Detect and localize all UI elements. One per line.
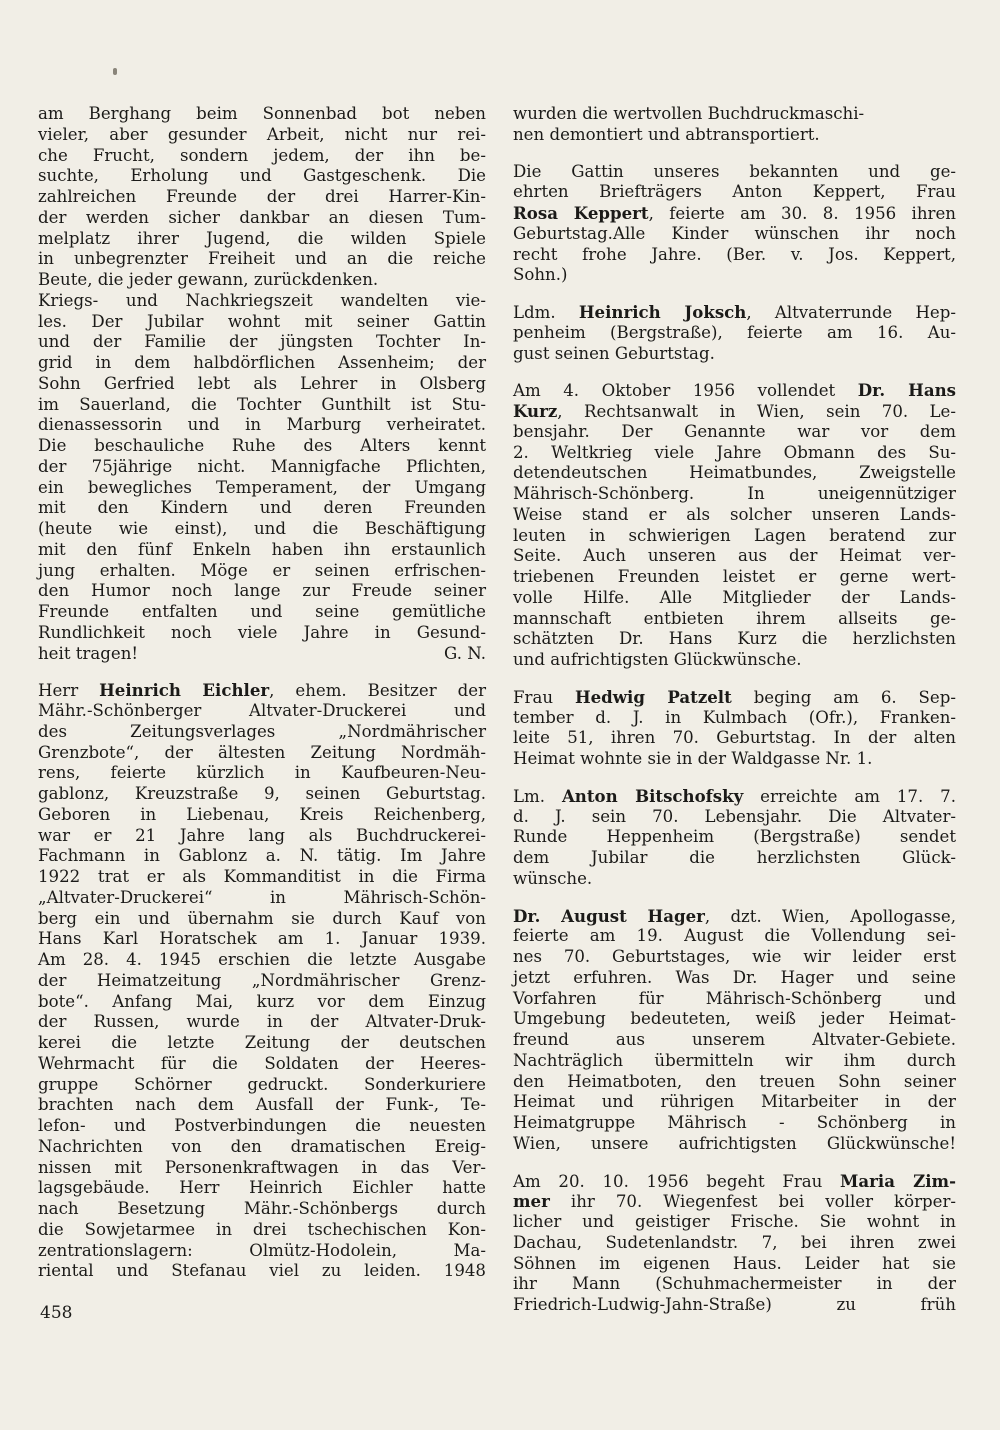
text-line [513,687,956,708]
text-run: Heimat und rührigen Mitarbeiter in der [513,1092,956,1112]
text-line [513,422,956,443]
text-line [38,805,486,826]
right-paragraph [513,786,956,890]
text-line [38,888,486,909]
text-run: Kriegs- und Nachkriegszeit wandelten vie- [38,290,486,310]
text-line [513,203,956,224]
text-line [513,1171,956,1192]
text-line [513,989,956,1010]
text-line [513,1295,956,1316]
text-run: zentrationslagern: Olmütz-Hodolein, Ma- [38,1240,486,1260]
bold-name: Rosa Keppert [513,203,649,223]
text-line [38,1095,486,1116]
text-run: leite 51, ihren 70. Geburtstag. In der alten [513,728,956,748]
right-column [513,104,956,1332]
text-run: 1922 trat er als Kommanditist in die Firma [38,867,486,886]
text-line [38,353,486,374]
text-line [38,846,486,867]
text-run: mannschaft entbieten ihrem allseits ge- [513,608,956,628]
text-run: Sohn.) [513,265,568,285]
text-run: Heimat wohnte sie in der Waldgasse Nr. 1. [513,749,873,768]
text-line [513,125,956,146]
text-run: penheim (Bergstraße), feierte am 16. Au- [513,322,956,342]
text-run: schätzten Dr. Hans Kurz die herzlichsten [513,629,956,649]
text-line [38,561,486,582]
text-run: Heimatgruppe Mährisch - Schönberg in [513,1113,956,1132]
text-run: Die beschauliche Ruhe des Alters kennt [38,436,486,455]
text-line [513,588,956,609]
right-paragraph [513,1171,956,1316]
text-run: , feierte am 30. 8. 1956 ihren [648,204,956,223]
text-line [38,602,486,623]
text-line [513,1051,956,1072]
text-line [513,1009,956,1030]
text-line [38,743,486,764]
text-line [513,906,956,927]
text-run: volle Hilfe. Alle Mitglieder der Lands- [513,587,956,607]
text-line [38,166,486,187]
text-line [38,436,486,457]
text-line [513,926,956,947]
text-run: Herr [38,681,100,701]
text-run: riental und Stefanau viel zu leiden. 1948 [38,1261,486,1281]
text-run: nes 70. Geburtstages, wie wir leider erst [513,947,956,966]
text-run: Umgebung bedeuteten, weiß jeder Heimat- [513,1009,956,1029]
text-line [38,929,486,950]
text-line [513,182,956,203]
text-run: Rundlichkeit noch viele Jahre in Gesund- [38,622,486,642]
text-line [38,519,486,540]
print-speck [113,68,117,75]
author-signature: G. N. [444,643,486,663]
text-line [513,728,956,749]
text-run: Söhnen im eigenen Haus. Leider hat sie [513,1253,956,1273]
text-line [513,827,956,848]
text-line [38,540,486,561]
text-run: Wehrmacht für die Soldaten der Heeres- [38,1053,486,1073]
text-run: , dzt. Wien, Apollogasse, [704,906,956,926]
text-run: heit tragen! [38,643,139,663]
text-run: berg ein und übernahm sie durch Kauf von [38,908,486,928]
text-run: kerei die letzte Zeitung der deutschen [38,1033,486,1052]
text-line [38,187,486,208]
text-run: brachten nach dem Ausfall der Funk-, Te- [38,1095,486,1115]
text-run: der Heimatzeitung „Nordmährischer Grenz- [38,970,486,990]
text-run: Beute, die jeder gewann, zurückdenken. [38,270,379,289]
text-run: Vorfahren für Mährisch-Schönberg und [513,988,956,1008]
text-run: bote“. Anfang Mai, kurz vor dem Einzug [38,991,486,1011]
text-line [38,909,486,930]
bold-name: Anton Bitschofsky [561,785,744,806]
text-line [38,208,486,229]
text-run: der Russen, wurde in der Altvater-Druk- [38,1012,486,1032]
text-run: mit den Kindern und deren Freunden [38,498,486,518]
text-run: Am 4. Oktober 1956 vollendet [513,381,858,401]
text-line [38,1220,486,1241]
text-line [38,395,486,416]
right-paragraph [513,687,956,770]
text-run: ihr Mann (Schuhmachermeister in der [513,1274,956,1294]
text-run: „Altvater-Druckerei“ in Mährisch-Schön- [38,887,486,907]
text-line [513,1191,956,1212]
text-run: ein bewegliches Temperament, der Umgang [38,477,486,497]
text-run: Nachrichten von den dramatischen Ereig- [38,1136,486,1156]
text-line [38,332,486,353]
bold-name: Dr. August Hager [513,905,705,926]
bold-name: Heinrich Eichler [99,680,270,701]
text-run: , ehem. Besitzer der [269,681,487,701]
left-paragraph [38,104,486,664]
right-paragraph [513,380,956,671]
text-line [513,224,956,245]
text-line [513,1134,956,1155]
text-line [513,869,956,890]
right-paragraph [513,302,956,364]
text-run: Friedrich-Ludwig-Jahn-Straße) zu früh [513,1295,956,1314]
text-line [38,1012,486,1033]
text-run: les. Der Jubilar wohnt mit seiner Gattin [38,311,486,331]
text-run: Die Gattin unseres bekannten und ge- [513,161,956,181]
text-run: Am 20. 10. 1956 begeht Frau [513,1171,841,1191]
text-run: nach Besetzung Mähr.-Schönbergs durch [38,1199,486,1218]
text-run: gruppe Schörner gedruckt. Sonderkuriere [38,1074,486,1094]
text-run: (heute wie einst), und die Beschäftigung [38,519,486,538]
bold-name: mer [513,1191,550,1212]
text-run: Grenzbote“, der ältesten Zeitung Nordmäh- [38,742,486,762]
text-line [38,971,486,992]
text-line [38,498,486,519]
text-run: Dachau, Sudetenlandstr. 7, bei ihren zwei [513,1232,956,1252]
text-run: melplatz ihrer Jugend, die wilden Spiele [38,228,486,248]
text-line [38,312,486,333]
text-line [513,1233,956,1254]
text-line [513,302,956,323]
text-run: in unbegrenzter Freiheit und an die reiche [38,249,486,269]
text-run: freund aus unserem Altvater-Gebiete. [513,1030,956,1049]
text-line [513,162,956,183]
text-line [513,245,956,266]
text-run: lefon- und Postverbindungen die neuesten [38,1116,486,1135]
text-run: gust seinen Geburtstag. [513,343,715,363]
text-run: wurden die wertvollen Buchdruckmaschi- [513,104,865,123]
text-line [38,581,486,602]
text-run: Sohn Gerfried lebt als Lehrer in Olsberg [38,373,486,393]
text-run: tember d. J. in Kulmbach (Ofr.), Franken- [513,707,956,727]
text-line [513,463,956,484]
text-run: Fachmann in Gablonz a. N. tätig. Im Jahre [38,846,486,866]
text-run: jetzt erfuhren. Was Dr. Hager und seine [513,967,956,987]
text-line [38,1033,486,1054]
bold-name: Heinrich Joksch [578,302,747,322]
text-line [38,826,486,847]
text-run: und der Familie der jüngsten Tochter In- [38,332,486,352]
text-run: Weise stand er als solcher unseren Lands- [513,504,956,524]
text-line [38,478,486,499]
text-run: Lm. [513,786,562,806]
text-line [38,623,486,644]
text-run: nissen mit Personenkraftwagen in das Ver- [38,1157,486,1177]
text-run: bensjahr. Der Genannte war vor dem [513,421,956,441]
text-line [513,323,956,344]
text-run: detendeutschen Heimatbundes, Zweigstelle [513,463,956,483]
bold-name: Dr. Hans [857,380,956,401]
right-paragraph [513,104,956,146]
text-run: Am 28. 4. 1945 erschien die letzte Ausgabe [38,950,486,969]
text-run: Nachträglich übermitteln wir ihm durch [513,1050,956,1070]
text-line [38,415,486,436]
text-run: nen demontiert und abtransportiert. [513,124,820,144]
text-run: ehrten Briefträgers Anton Keppert, Frau [513,182,956,202]
text-line [38,722,486,743]
text-line [38,125,486,146]
text-run: ihr 70. Wiegenfest bei voller körper- [549,1192,956,1212]
text-line [38,867,486,888]
text-run: vieler, aber gesunder Arbeit, nicht nur rei- [38,124,486,144]
text-run: Runde Heppenheim (Bergstraße) sendet [513,827,956,847]
text-run: jung erhalten. Möge er seinen erfrischen- [38,560,486,580]
text-line [38,644,486,665]
bold-name: Kurz [513,401,558,421]
text-line [38,374,486,395]
left-paragraph [38,680,486,1282]
text-run: Freunde entfalten und seine gemütliche [38,602,486,621]
text-line [38,1137,486,1158]
text-line [38,229,486,250]
text-run: leuten in schwierigen Lagen beratend zur [513,525,956,545]
text-run: Ldm. [513,303,579,322]
text-line [513,1030,956,1051]
text-line [513,104,956,125]
text-run: Geburtstag.Alle Kinder wünschen ihr noch [513,223,956,243]
text-line [513,344,956,365]
text-run: che Frucht, sondern jedem, der ihn be- [38,145,486,165]
text-line [513,443,956,464]
text-run: wünsche. [513,868,593,888]
text-line [513,807,956,828]
text-run: mit den fünf Enkeln haben ihn erstaunlich [38,539,486,559]
right-paragraph [513,906,956,1155]
text-run: zahlreichen Freunde der drei Harrer-Kin- [38,187,486,206]
text-line [513,484,956,505]
text-run: gablonz, Kreuzstraße 9, seinen Geburtstag. [38,784,486,803]
text-line [513,968,956,989]
text-run: , Rechtsanwalt in Wien, sein 70. Le- [557,402,956,421]
text-line [513,749,956,770]
bold-name: Maria Zim- [840,1170,956,1191]
text-run: war er 21 Jahre lang als Buchdruckerei- [38,825,486,845]
text-line [513,380,956,401]
text-run: triebenen Freunden leistet er gerne wert- [513,567,956,586]
text-run: Frau [513,687,575,707]
text-line [38,249,486,270]
text-line [513,708,956,729]
text-line [38,104,486,125]
text-line [38,457,486,478]
text-line [38,1261,486,1282]
text-line [38,680,486,701]
text-run: dienassessorin und in Marburg verheiratet. [38,415,486,435]
text-run: Wien, unsere aufrichtigsten Glückwünsche! [513,1133,956,1153]
text-line [38,784,486,805]
text-line [38,992,486,1013]
text-line [38,1054,486,1075]
text-line [513,1212,956,1233]
text-run: feierte am 19. August die Vollendung sei- [513,926,956,946]
text-run: und aufrichtigsten Glückwünsche. [513,650,802,669]
text-run: lagsgebäude. Herr Heinrich Eichler hatte [38,1178,486,1198]
text-run: recht frohe Jahre. (Ber. v. Jos. Keppert, [513,244,956,264]
text-line [38,270,486,291]
text-run: rens, feierte kürzlich in Kaufbeuren-Neu- [38,763,486,783]
text-line [38,763,486,784]
text-run: erreichte am 17. 7. [743,786,956,806]
text-run: licher und geistiger Frische. Sie wohnt in [513,1212,956,1231]
bold-name: Hedwig Patzelt [574,686,732,707]
text-run: Geboren in Liebenau, Kreis Reichenberg, [38,804,486,824]
text-line [38,701,486,722]
text-line [513,401,956,422]
text-run: , Altvaterrunde Hep- [746,303,956,322]
text-run: Mähr.-Schönberger Altvater-Druckerei und [38,701,486,720]
page-number: 458 [40,1303,73,1323]
text-line [38,291,486,312]
text-line [513,1072,956,1093]
text-run: den Heimatboten, den treuen Sohn seiner [513,1071,956,1091]
text-run: den Humor noch lange zur Freude seiner [38,581,486,601]
text-run: des Zeitungsverlages „Nordmährischer [38,721,486,741]
text-line [513,650,956,671]
text-run: suchte, Erholung und Gastgeschenk. Die [38,166,486,186]
text-line [513,1092,956,1113]
left-column [38,104,486,1298]
text-line [38,1158,486,1179]
text-line [513,609,956,630]
text-line [513,526,956,547]
text-line [38,1199,486,1220]
text-run: d. J. sein 70. Lebensjahr. Die Altvater- [513,806,956,826]
text-line [38,1241,486,1262]
text-line [38,1178,486,1199]
text-line [513,265,956,286]
text-line [513,947,956,968]
text-line [38,1075,486,1096]
text-run: beging am 6. Sep- [731,687,956,707]
text-run: am Berghang beim Sonnenbad bot neben [38,104,486,123]
text-line [513,1113,956,1134]
text-run: der 75jährige nicht. Mannigfache Pflichten, [38,456,486,476]
text-run: Seite. Auch unseren aus der Heimat ver- [513,546,956,566]
text-run: im Sauerland, die Tochter Gunthilt ist Stu- [38,394,486,414]
right-paragraph [513,162,956,287]
text-line [38,950,486,971]
text-run: dem Jubilar die herzlichsten Glück- [513,848,956,867]
text-line [513,546,956,567]
text-run: Mährisch-Schönberg. In uneigennütziger [513,484,956,503]
text-run: Hans Karl Horatschek am 1. Januar 1939. [38,929,486,949]
text-line [513,505,956,526]
text-line [38,1116,486,1137]
text-line [513,786,956,807]
text-line [513,629,956,650]
text-line [513,1274,956,1295]
text-run: die Sowjetarmee in drei tschechischen Kon- [38,1219,486,1239]
text-line [38,146,486,167]
text-run: 2. Weltkrieg viele Jahre Obmann des Su- [513,442,956,462]
text-line [513,567,956,588]
text-line [513,1254,956,1275]
text-run: der werden sicher dankbar an diesen Tum- [38,207,486,227]
text-run: grid in dem halbdörflichen Assenheim; der [38,353,486,372]
text-line [513,848,956,869]
